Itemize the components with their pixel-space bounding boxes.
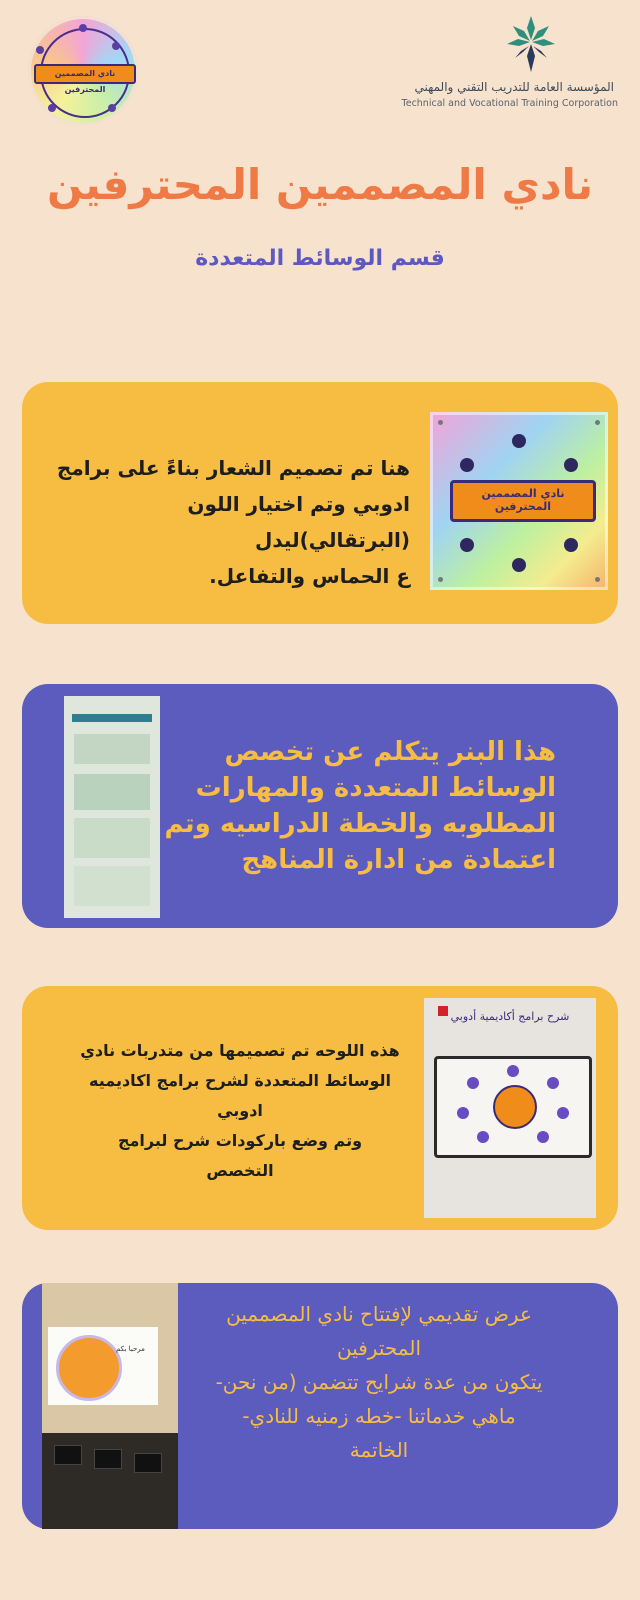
- banner-card: [22, 684, 618, 928]
- presentation-card: [22, 1283, 618, 1529]
- page-subtitle: قسم الوسائط المتعددة: [195, 246, 445, 271]
- adobe-board-caption: شرح برامج أكاديمية أدوبي: [450, 1010, 570, 1023]
- org-name-english: Technical and Vocational Training Corporation: [401, 98, 618, 109]
- adobe-board-card: [22, 986, 618, 1230]
- presentation-description: عرض تقديمي لإفتتاح نادي المصممين المحترفين يتكون من عدة شرايح تتضمن (من نحن- ماهي خدماتنا -خطه زمنيه للنادي- الخاتمة: [215, 1302, 543, 1462]
- logo-design-card: [22, 382, 618, 624]
- presentation-welcome-text: مرحبا بكم: [116, 1345, 145, 1353]
- adobe-board-photo: [424, 998, 596, 1218]
- tvtc-logo-icon: [505, 14, 557, 74]
- logo-design-description: هنا تم تصميم الشعار بناءً على برامج ادوبي وتم اختيار اللون (البرتقالي)ليدل ع الحماس والتفاعل.: [56, 456, 410, 588]
- org-name-arabic: المؤسسة العامة للتدريب التقني والمهني: [414, 80, 614, 94]
- club-logo-text: نادي المصممين المحترفين: [34, 64, 136, 84]
- logo-photo-text: نادي المصممين المحترفين: [481, 487, 565, 513]
- logo-photo: [430, 412, 608, 590]
- adobe-board-description: هذه اللوحه تم تصميمها من متدربات نادي الوسائط المتعددة لشرح برامج اكاديميه ادوبي وتم وضع باركودات شرح لبرامج التخصص: [80, 1041, 400, 1180]
- banner-description: هذا البنر يتكلم عن تخصص الوسائط المتعددة والمهارات المطلوبه والخطة الدراسيه وتم اعتمادة من ادارة المناهج: [164, 737, 556, 875]
- page-title: نادي المصممين المحترفين: [46, 160, 594, 209]
- presentation-photo: [42, 1283, 178, 1529]
- club-logo: [28, 16, 138, 126]
